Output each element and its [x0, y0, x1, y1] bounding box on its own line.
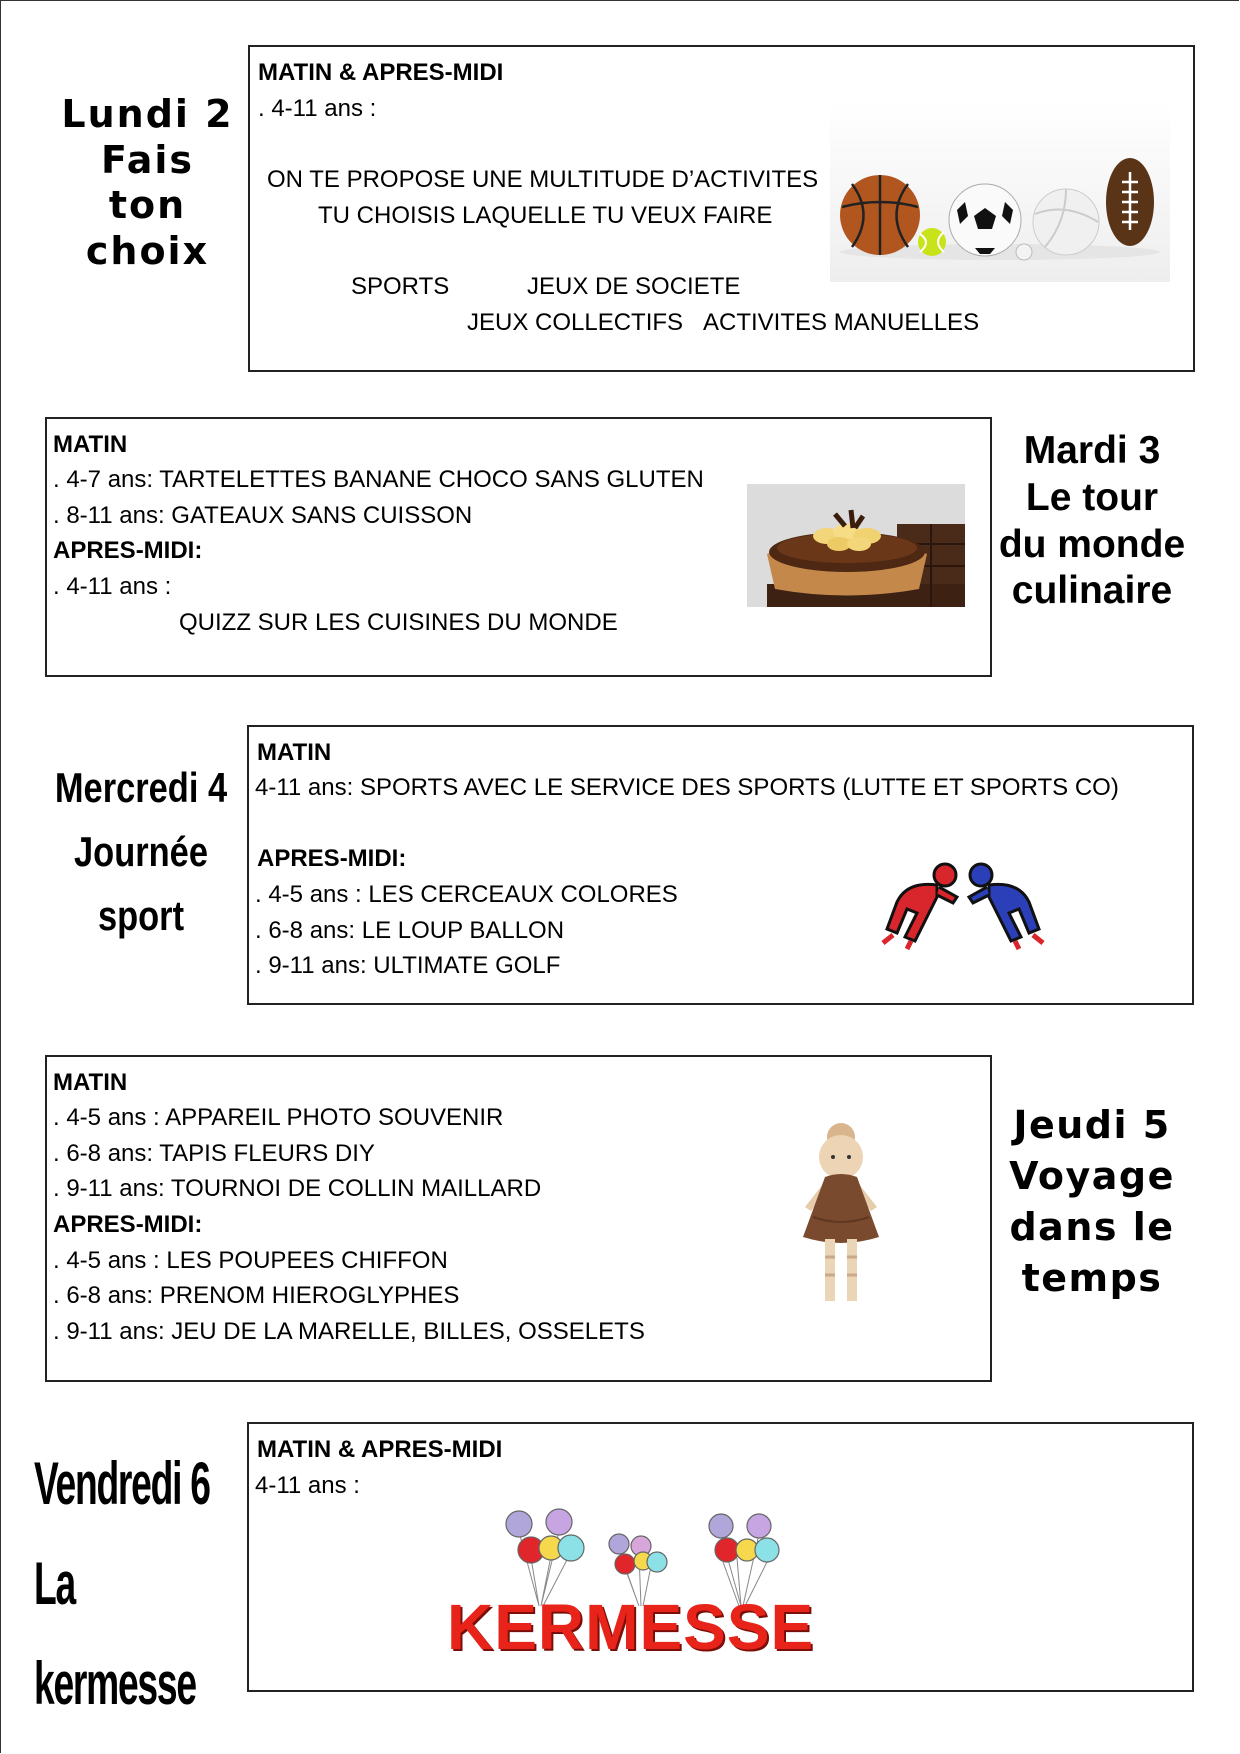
option-team-games: JEUX COLLECTIFS: [467, 309, 684, 336]
day-title-tuesday: Mardi 3 Le tour du monde culinaire: [998, 429, 1186, 613]
activity-line: . 4-5 ans : LES CERCEAUX COLORES: [255, 881, 678, 908]
monday-activity-box: [248, 45, 1195, 372]
thursday-activity-box: [45, 1055, 992, 1382]
day-title-monday: Lundi 2 Fais ton choix: [61, 92, 234, 273]
session-heading: MATIN & APRES-MIDI: [257, 1436, 503, 1463]
kermesse-banner: KERMESSE: [447, 1591, 815, 1663]
day-title-wednesday: Mercredi 4 Journée sport: [54, 764, 228, 939]
option-crafts: ACTIVITES MANUELLES: [703, 309, 980, 336]
session-heading-apres-midi: APRES-MIDI:: [53, 1211, 203, 1238]
tuesday-activity-box: [45, 417, 992, 677]
session-heading-apres-midi: APRES-MIDI:: [257, 845, 407, 872]
age-group: . 4-11 ans :: [258, 95, 377, 122]
session-heading-matin: MATIN: [257, 739, 332, 766]
session-heading-matin: MATIN: [53, 431, 128, 458]
activity-line: . 6-8 ans: LE LOUP BALLON: [255, 917, 565, 944]
age-group: . 4-11 ans :: [53, 573, 172, 600]
session-heading-apres-midi: APRES-MIDI:: [53, 537, 203, 564]
activity-line: . 8-11 ans: GATEAUX SANS CUISSON: [53, 502, 473, 529]
day-title-friday: Vendredi 6 La kermesse: [34, 1450, 210, 1717]
activity-line: . 4-7 ans: TARTELETTES BANANE CHOCO SANS GLUTEN: [53, 466, 704, 493]
activity-line: . 4-5 ans : APPAREIL PHOTO SOUVENIR: [53, 1104, 504, 1131]
rag-doll-icon: [767, 1107, 917, 1322]
wednesday-activity-box: [247, 725, 1194, 1005]
activity-line: . 6-8 ans: PRENOM HIEROGLYPHES: [53, 1282, 460, 1309]
tart-icon: [747, 484, 965, 607]
activity-line: . 6-8 ans: TAPIS FLEURS DIY: [53, 1140, 375, 1167]
wrestlers-icon: [877, 857, 1049, 957]
activity-line: . 9-11 ans: ULTIMATE GOLF: [255, 952, 561, 979]
activity-line: . 4-5 ans : LES POUPEES CHIFFON: [53, 1247, 448, 1274]
activity-line: . 9-11 ans: JEU DE LA MARELLE, BILLES, OSSELETS: [53, 1318, 645, 1345]
age-group: 4-11 ans :: [255, 1472, 360, 1499]
option-board-games: JEUX DE SOCIETE: [527, 273, 741, 300]
activity-line: 4-11 ans: SPORTS AVEC LE SERVICE DES SPORTS (LUTTE ET SPORTS CO): [255, 774, 1119, 801]
friday-activity-box: [247, 1422, 1194, 1692]
activity-line: . 9-11 ans: TOURNOI DE COLLIN MAILLARD: [53, 1175, 542, 1202]
intro-line-2: TU CHOISIS LAQUELLE TU VEUX FAIRE: [318, 202, 773, 229]
session-heading-matin: MATIN: [53, 1069, 128, 1096]
session-heading: MATIN & APRES-MIDI: [258, 59, 504, 86]
day-title-thursday: Jeudi 5 Voyage dans le temps: [1009, 1103, 1175, 1300]
intro-line-1: ON TE PROPOSE UNE MULTITUDE D’ACTIVITES: [267, 166, 819, 193]
sports-balls-icon: [830, 102, 1170, 282]
option-sports: SPORTS: [351, 273, 450, 300]
activity-line: QUIZZ SUR LES CUISINES DU MONDE: [179, 609, 618, 636]
